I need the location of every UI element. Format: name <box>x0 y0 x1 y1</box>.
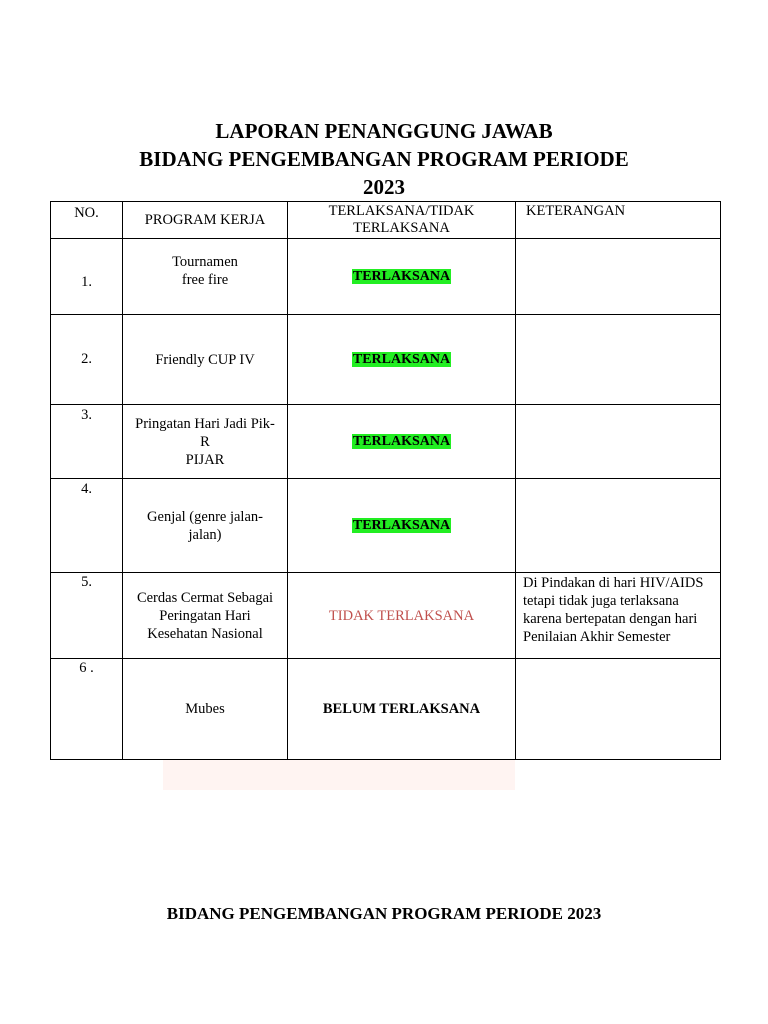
header-status-line-2: TERLAKSANA <box>353 220 450 236</box>
header-note: KETERANGAN <box>516 202 721 239</box>
status-label: BELUM TERLAKSANA <box>322 701 481 717</box>
status-label: TERLAKSANA <box>352 352 451 367</box>
header-status <box>288 202 516 239</box>
faint-highlight-box <box>163 760 515 790</box>
footer-title: BIDANG PENGEMBANGAN PROGRAM PERIODE 2023 <box>166 904 602 923</box>
table-row <box>51 239 721 315</box>
program-name <box>123 315 288 405</box>
program-name <box>123 573 288 659</box>
program-name-line: Peringatan Hari <box>159 607 251 624</box>
program-name-line: jalan) <box>188 526 222 543</box>
row-number: 4. <box>51 479 123 573</box>
status-cell <box>288 479 516 573</box>
status-cell <box>288 315 516 405</box>
program-report-table <box>50 201 721 760</box>
status-cell <box>288 573 516 659</box>
note-line: Penilaian Akhir Semester <box>523 629 671 645</box>
row-number: 6 . <box>51 659 123 760</box>
note-cell <box>516 659 721 760</box>
status-cell <box>288 239 516 315</box>
row-number: 2. <box>51 315 123 405</box>
report-title-line-1: LAPORAN PENANGGUNG JAWAB <box>215 119 553 143</box>
status-label: TERLAKSANA <box>352 518 451 533</box>
program-name-line: Tournamen <box>172 253 238 270</box>
note-line: Di Pindakan di hari HIV/AIDS <box>523 575 704 591</box>
program-name-line: Cerdas Cermat Sebagai <box>136 589 274 606</box>
row-number: 1. <box>51 239 123 315</box>
status-cell <box>288 659 516 760</box>
header-program: PROGRAM KERJA <box>123 202 288 239</box>
note-cell <box>516 573 721 659</box>
status-cell <box>288 405 516 479</box>
table-row <box>51 659 721 760</box>
program-name-line: free fire <box>181 271 229 288</box>
report-title-line-3: 2023 <box>363 175 405 199</box>
table-row <box>51 573 721 659</box>
header-status-line-1: TERLAKSANA/TIDAK <box>328 203 475 219</box>
program-name <box>123 239 288 315</box>
row-number: 3. <box>51 405 123 479</box>
program-name-line: Pringatan Hari Jadi Pik- <box>135 415 275 432</box>
table-row <box>51 315 721 405</box>
note-cell <box>516 479 721 573</box>
row-number: 5. <box>51 573 123 659</box>
note-line: karena bertepatan dengan hari <box>523 611 698 627</box>
status-label: TERLAKSANA <box>352 269 451 284</box>
program-name <box>123 659 288 760</box>
program-name-line: PIJAR <box>185 451 225 468</box>
status-label: TIDAK TERLAKSANA <box>328 607 475 624</box>
note-line: tetapi tidak juga terlaksana <box>523 593 679 609</box>
status-label: TERLAKSANA <box>352 434 451 449</box>
header-no: NO. <box>51 202 123 239</box>
program-name-line: Kesehatan Nasional <box>147 625 263 642</box>
program-name <box>123 405 288 479</box>
program-name-line: Mubes <box>185 701 225 717</box>
program-name <box>123 479 288 573</box>
program-name-line: Genjal (genre jalan- <box>147 508 263 525</box>
report-title-line-2: BIDANG PENGEMBANGAN PROGRAM PERIODE <box>139 147 629 171</box>
note-cell <box>516 315 721 405</box>
table-row <box>51 479 721 573</box>
note-cell <box>516 405 721 479</box>
program-name-line: R <box>200 433 210 450</box>
table-row <box>51 405 721 479</box>
program-name-line: Friendly CUP IV <box>155 351 255 368</box>
note-cell <box>516 239 721 315</box>
table-header-row <box>51 202 721 239</box>
